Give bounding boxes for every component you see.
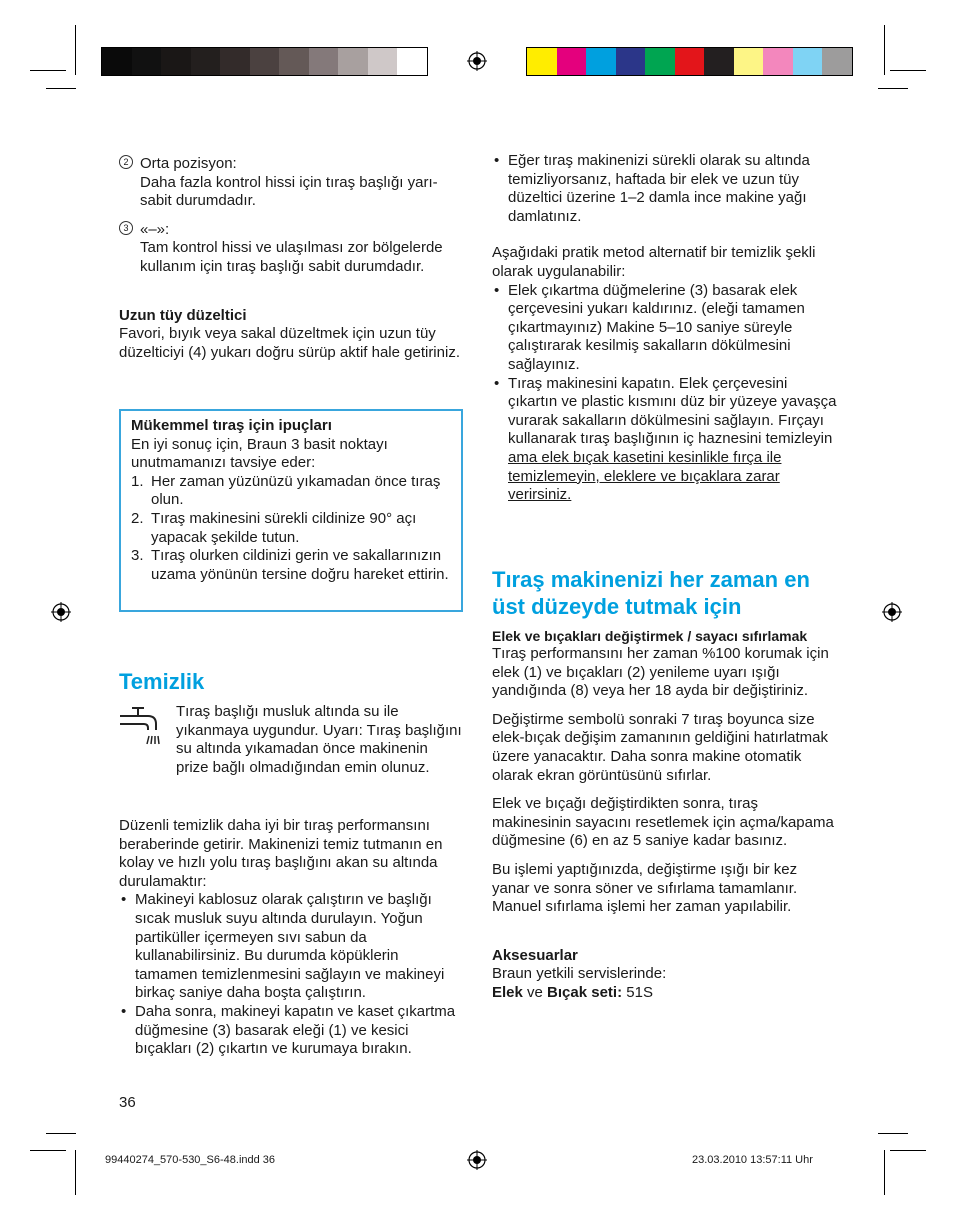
item-title: «–»: [140,220,170,238]
item-text: Tam kontrol hissi ve ulaşılması zor bölgelerde kullanım için tıraş başlığı sabit durumdadır. [140,239,443,275]
color-swatch [734,48,764,75]
crop-mark [890,70,926,71]
crop-mark [884,25,885,75]
color-swatch [763,48,793,75]
section-heading: Aksesuarlar [492,946,578,964]
cleaning-icon-text: Tıraş başlığı musluk altında su ile yıkanmaya uygundur. Uyarı: Tıraş başlığını su altında yıkamadan önce makinenin prize bağlı olmadığından emin olunuz. [176,703,462,776]
tips-box [119,409,463,612]
crop-mark [46,1133,76,1134]
crop-mark [884,1150,885,1195]
list-item: • Makineyi kablosuz olarak çalıştırın ve başlığı sıcak musluk suyu altında durulayın. Yoğun partiküller içermeyen sıvı sabun da kullanabilirsiniz. Bu durumda köpüklerin tamamen temizlenmesini sağlayın ve makineyi birkaç saniye daha boşta çalıştırın. [119,891,464,1003]
item-title: Orta pozisyon: [140,155,237,172]
cleaning-heading: Temizlik [119,669,205,694]
color-swatch [279,48,309,75]
color-swatch [191,48,221,75]
color-swatch [704,48,734,75]
paragraph: Düzenli temizlik daha iyi bir tıraş performansını beraberinde getirir. Makinenizi temiz tutmanın en kolay ve hızlı yolu tıraş başlığını akan su altında durulamaktır: [119,817,443,890]
faucet-icon [118,704,166,750]
color-swatch [132,48,162,75]
footer-file: 99440274_570-530_S6-48.indd 36 [105,1154,276,1166]
color-swatch [822,48,852,75]
color-swatch [250,48,280,75]
paragraph: Braun yetkili servislerinde: [492,965,667,983]
crop-mark [30,70,66,71]
item-text: Daha fazla kontrol hissi için tıraş başlığı yarı-sabit durumdadır. [140,173,438,210]
left-column [119,155,464,362]
color-swatch [161,48,191,75]
care-heading: Tıraş makinenizi her zaman en üst düzeyde tutmak için [492,567,810,619]
crop-mark [75,25,76,75]
color-swatch [675,48,705,75]
tips-intro: En iyi sonuç için, Braun 3 basit noktayı unutmamanızı tavsiye eder: [131,435,388,472]
paragraph: Tıraş performansını her zaman %100 korumak için elek (1) ve bıçakları (2) yenileme uyarı ışığı yandığında (8) veya her 18 ayda bir değiştiriniz. [492,645,829,700]
registration-mark-icon [467,1150,487,1170]
list-item: 1. Her zaman yüzünüzü yıkamadan önce tıraş olun. [131,472,441,509]
crop-mark [75,1150,76,1195]
color-swatch [616,48,646,75]
color-swatch [102,48,132,75]
accessory-line: Elek ve Bıçak seti: 51S [492,983,653,1001]
page-number: 36 [119,1094,136,1111]
cleaning-body [119,817,464,1059]
crop-mark [878,88,908,89]
color-swatch [793,48,823,75]
crop-mark [30,1150,66,1151]
item-number: 2 [119,155,133,169]
list-item: 3. Tıraş olurken cildinizi gerin ve sakallarınızın uzama yönünün tersine doğru hareket ettirin. [131,547,449,583]
section-heading: Uzun tüy düzeltici [119,306,247,324]
color-swatch [220,48,250,75]
color-swatch [397,48,427,75]
section-heading: Elek ve bıçakları değiştirmek / sayacı sıfırlamak [492,628,808,644]
registration-mark-icon [882,602,902,622]
footer-date: 23.03.2010 13:57:11 Uhr [692,1154,813,1166]
process-color-bar [526,47,853,76]
grayscale-color-bar [101,47,428,76]
crop-mark [46,88,76,89]
color-swatch [557,48,587,75]
tips-heading: Mükemmel tıraş için ipuçları [131,417,332,434]
paragraph: Bu işlemi yaptığınızda, değiştirme ışığı bir kez yanar ve sonra söner ve sıfırlama tamamlanır. Manuel sıfırlama işlemi her zaman yapılabilir. [492,860,798,916]
replace-section [492,628,837,1003]
list-item: • Daha sonra, makineyi kapatın ve kaset çıkartma düğmesine (3) basarak eleği (1) ve kesici bıçakları (2) çıkartın ve kurumaya bırakın. [119,1003,464,1059]
color-swatch [586,48,616,75]
color-swatch [338,48,368,75]
setting-item-2 [119,155,464,211]
paragraph: Aşağıdaki pratik metod alternatif bir temizlik şekli olarak uygulanabilir: [492,244,816,280]
crop-mark [878,1133,908,1134]
list-item: • Eğer tıraş makinenizi sürekli olarak su altında temizliyorsanız, haftada bir elek ve uzun tüy düzeltici üzerine 1–2 damla ince makine yağı damlatınız. [492,152,837,226]
item-number: 3 [119,221,133,235]
list-item: • Elek çıkartma düğmelerine (3) basarak elek çerçevesini yukarı kaldırınız. (eleği tamamen çıkartmayınız) Makine 5–10 saniye süreyle çalıştırarak kesilmiş sakalların dökülmesini sağlayınız. [492,282,837,375]
paragraph: Elek ve bıçağı değiştirdikten sonra, tıraş makinesinin sayacını resetlemek için açma/kapama düğmesine (6) en az 5 saniye kadar basınız. [492,795,834,850]
registration-mark-icon [51,602,71,622]
setting-item-3 [119,221,464,277]
right-column [492,152,837,505]
color-swatch [368,48,398,75]
registration-mark-icon [467,51,487,71]
color-swatch [645,48,675,75]
paragraph: Değiştirme sembolü sonraki 7 tıraş boyunca size elek-bıçak değişim zamanının geldiğini hatırlatmak üzere yanacaktır. Daha sonra makine otomatik olarak ekran görüntüsünü sıfırlar. [492,710,828,784]
list-item: • Tıraş makinesini kapatın. Elek çerçevesini çıkartın ve plastic kısmını düz bir yüzeye yavaşça vurarak sakalların dökülmesini sağlayın. Fırçayı kullanarak tıraş başlığının iç haznesini temizleyin ama elek bıçak kasetini kesinlikle fırça ile temizlemeyin, eleklere ve bıçaklara zarar verirsiniz. [492,375,837,505]
color-swatch [309,48,339,75]
list-item: 2. Tıraş makinesini sürekli cildinize 90° açı yapacak şekilde tutun. [131,509,417,546]
crop-mark [890,1150,926,1151]
color-swatch [527,48,557,75]
paragraph: Favori, bıyık veya sakal düzeltmek için uzun tüy düzelticiyi (4) yukarı doğru sürüp aktif hale getiriniz. [119,325,460,361]
